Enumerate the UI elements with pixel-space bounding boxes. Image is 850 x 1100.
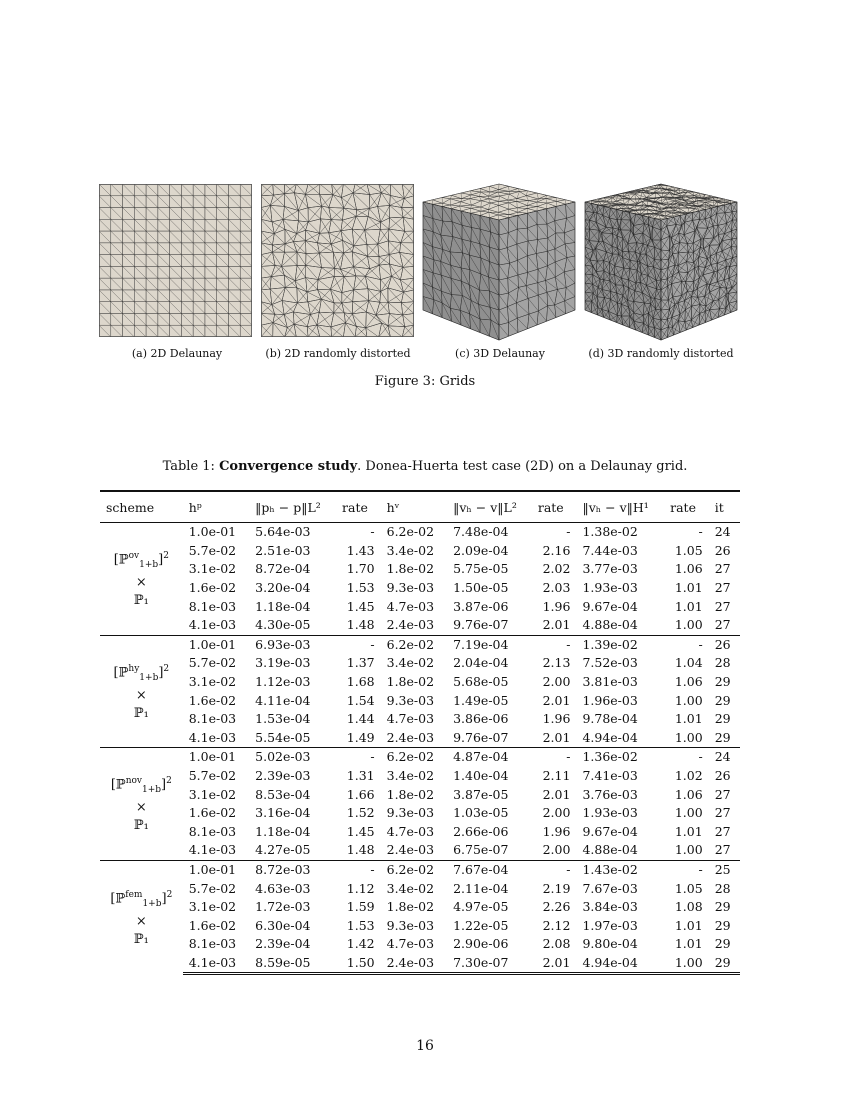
cell-hv: 3.4e-02 [386,768,435,784]
cell-iterations: 29 [714,917,731,933]
cell-hv: 2.4e-03 [381,954,447,974]
cell-iterations: 26 [709,635,740,654]
cell-v-error-l2: 5.68e-05 [453,674,509,690]
cell-hv: 3.4e-02 [386,655,435,671]
table-caption-bold: Convergence study [219,459,358,474]
cell-rate-p: 1.54 [346,692,375,708]
header-v-error-h1: ‖vₕ − v‖H¹ [576,491,664,523]
cell-v-error-h1: 7.41e-03 [582,768,638,784]
table-row [100,542,740,561]
cell-v-error-h1: 9.78e-04 [582,711,638,727]
table-row [100,804,740,823]
cell-rate-p: - [336,748,381,767]
cell-p-error-l2: 1.53e-04 [255,711,311,727]
cell-hv: 2.4e-03 [386,842,435,858]
cell-rate-v-h1: 1.00 [664,954,709,974]
cell-rate-p: - [336,523,381,542]
scheme-times: × [135,687,147,703]
header-scheme: scheme [100,491,183,523]
cell-rate-v-l2: 2.02 [542,561,571,577]
cell-p-error-l2: 3.16e-04 [255,805,311,821]
cell-hp: 1.6e-02 [188,805,237,821]
scheme-sub: 1+b [142,898,162,909]
cell-v-error-h1: 9.67e-04 [582,598,638,614]
header-iterations: it [709,491,740,523]
cell-rate-v-h1: 1.00 [674,729,703,745]
cell-rate-v-l2: 2.08 [542,936,571,952]
table-caption [0,459,850,474]
cell-iterations: 28 [714,880,731,896]
cell-rate-p: 1.50 [336,954,381,974]
cell-hv: 1.8e-02 [386,674,435,690]
cell-hp: 4.1e-03 [183,954,249,974]
cell-v-error-l2: 4.87e-04 [447,748,532,767]
scheme-times: × [135,913,147,929]
cell-v-error-h1: 7.52e-03 [582,655,638,671]
scheme-sup: fem [125,889,143,900]
cell-p-error-l2: 8.53e-04 [255,786,311,802]
scheme-sub: 1+b [139,672,159,683]
cell-rate-p: - [336,860,381,879]
cell-rate-v-l2: 2.03 [542,580,571,596]
cell-rate-v-h1: 1.02 [674,768,703,784]
table-row [100,748,740,767]
cell-iterations: 27 [714,842,731,858]
table-row [100,616,740,635]
cell-rate-p: 1.31 [346,768,375,784]
scheme-times: × [135,575,147,591]
cell-rate-p: 1.12 [346,880,375,896]
cell-rate-v-l2: 1.96 [542,598,571,614]
cell-v-error-h1: 9.80e-04 [582,936,638,952]
scheme-p1: ℙ₁ [133,593,149,609]
cell-v-error-l2: 2.11e-04 [453,880,509,896]
cell-hp: 8.1e-03 [188,711,237,727]
cell-v-error-l2: 7.19e-04 [447,635,532,654]
scheme-times: × [135,800,147,816]
table-row [100,879,740,898]
cell-v-error-h1: 3.76e-03 [582,786,638,802]
cell-hp: 3.1e-02 [188,786,237,802]
scheme-cell [100,523,183,636]
cell-rate-v-l2: 2.01 [542,729,571,745]
cell-rate-v-l2: - [532,523,577,542]
cell-iterations: 29 [709,954,740,974]
scheme-sup: nov [125,776,142,787]
cell-v-error-h1: 1.39e-02 [576,635,664,654]
subcaption-a: (a) 2D Delaunay [131,347,223,360]
cell-rate-v-l2: 1.96 [542,823,571,839]
cell-hv: 6.2e-02 [381,860,447,879]
table-row [100,935,740,954]
cell-hv: 1.8e-02 [386,899,435,915]
table-row [100,767,740,786]
cell-v-error-l2: 1.03e-05 [453,805,509,821]
cell-hp: 1.0e-01 [183,748,249,767]
cell-hv: 6.2e-02 [381,523,447,542]
cell-v-error-l2: 1.50e-05 [453,580,509,596]
cell-rate-v-h1: 1.01 [674,580,703,596]
cell-rate-v-h1: 1.01 [674,936,703,952]
cell-hp: 3.1e-02 [188,899,237,915]
cell-rate-p: 1.45 [346,598,375,614]
cell-v-error-l2: 1.40e-04 [453,768,509,784]
cell-hp: 1.0e-01 [183,860,249,879]
cell-p-error-l2: 6.30e-04 [255,917,311,933]
cell-v-error-h1: 1.96e-03 [582,692,638,708]
cell-rate-p: 1.49 [346,729,375,745]
cell-hp: 1.6e-02 [188,917,237,933]
cell-rate-v-l2: 2.00 [542,674,571,690]
cell-v-error-h1: 1.43e-02 [576,860,664,879]
scheme-sup: ov [128,551,140,562]
cell-rate-p: 1.59 [346,899,375,915]
cell-p-error-l2: 1.72e-03 [255,899,311,915]
table-row [100,523,740,542]
mesh-3d-delaunay [421,182,574,342]
cell-p-error-l2: 2.39e-04 [255,936,311,952]
table-row [100,916,740,935]
cell-rate-v-l2: 1.96 [542,711,571,727]
cell-rate-p: 1.44 [346,711,375,727]
cell-v-error-l2: 3.86e-06 [453,711,509,727]
scheme-label: [ℙ$^{nov}_{1+b}$]$^2$ × ℙ₁ [110,776,172,834]
cell-hp: 1.0e-01 [183,635,249,654]
cell-p-error-l2: 2.51e-03 [255,542,311,558]
cell-hv: 3.4e-02 [386,542,435,558]
scheme-cell [100,748,183,861]
table-row [100,635,740,654]
mesh-2d-distorted [261,184,414,337]
cell-hp: 5.7e-02 [188,768,237,784]
cell-v-error-l2: 7.48e-04 [447,523,532,542]
scheme-sup: hy [128,663,140,674]
cell-v-error-l2: 7.67e-04 [447,860,532,879]
cell-v-error-l2: 3.87e-06 [453,598,509,614]
cell-p-error-l2: 2.39e-03 [255,768,311,784]
cell-v-error-l2: 6.75e-07 [453,842,509,858]
cell-iterations: 29 [714,692,731,708]
table-row [100,785,740,804]
cell-rate-v-l2: 2.01 [542,692,571,708]
cell-rate-v-h1: 1.05 [674,542,703,558]
cell-rate-v-l2: 2.00 [542,842,571,858]
cell-hp: 4.1e-03 [188,617,237,633]
cell-v-error-l2: 9.76e-07 [453,617,509,633]
cell-rate-v-h1: 1.06 [674,786,703,802]
cell-v-error-h1: 1.93e-03 [582,580,638,596]
cell-rate-v-h1: 1.00 [674,617,703,633]
cell-iterations: 27 [714,617,731,633]
cell-hv: 9.3e-03 [386,692,435,708]
table-row [100,954,740,974]
cell-p-error-l2: 1.12e-03 [255,674,311,690]
scheme-cell [100,635,183,748]
page-number: 16 [416,1038,434,1054]
cell-hv: 2.4e-03 [386,729,435,745]
cell-iterations: 26 [714,768,731,784]
cell-rate-v-h1: 1.06 [674,674,703,690]
header-v-error-l2: ‖vₕ − v‖L² [447,491,532,523]
scheme-sub: 1+b [142,785,162,796]
scheme-label: [ℙ$^{ov}_{1+b}$]$^2$ × ℙ₁ [113,551,169,609]
cell-rate-p: 1.37 [346,655,375,671]
cell-v-error-l2: 2.66e-06 [453,823,509,839]
cell-v-error-h1: 7.44e-03 [582,542,638,558]
convergence-table [100,490,740,975]
cell-rate-v-l2: 2.19 [542,880,571,896]
figure-caption: Figure 3: Grids [374,374,476,389]
table-row [100,729,740,748]
cell-rate-p: 1.48 [346,617,375,633]
cell-hp: 5.7e-02 [188,880,237,896]
cell-rate-v-l2: 2.01 [542,786,571,802]
cell-rate-v-h1: 1.08 [674,899,703,915]
table-row [100,673,740,692]
cell-v-error-h1: 4.94e-04 [582,729,638,745]
cell-rate-p: 1.52 [346,805,375,821]
cell-v-error-h1: 1.97e-03 [582,917,638,933]
cell-rate-p: 1.48 [346,842,375,858]
scheme-label: [ℙ$^{fem}_{1+b}$]$^2$ × ℙ₁ [110,889,173,947]
cell-hv: 1.8e-02 [386,786,435,802]
cell-p-error-l2: 3.20e-04 [255,580,311,596]
cell-rate-v-h1: - [664,860,709,879]
table-row [100,579,740,598]
cell-v-error-h1: 1.93e-03 [582,805,638,821]
header-hp: hᵖ [183,491,249,523]
cell-rate-p: - [336,635,381,654]
cell-iterations: 28 [714,655,731,671]
cell-iterations: 27 [714,805,731,821]
cell-hp: 1.0e-01 [183,523,249,542]
cell-p-error-l2: 1.18e-04 [255,598,311,614]
subcaption-d: (d) 3D randomly distorted [588,347,734,360]
cell-hp: 8.1e-03 [188,823,237,839]
cell-v-error-l2: 2.90e-06 [453,936,509,952]
cell-rate-v-l2: - [532,748,577,767]
scheme-cell [100,860,183,974]
cell-p-error-l2: 4.11e-04 [255,692,311,708]
table-caption-prefix: Table 1: [162,459,220,474]
cell-v-error-l2: 2.09e-04 [453,542,509,558]
cell-rate-p: 1.66 [346,786,375,802]
cell-iterations: 29 [714,936,731,952]
cell-v-error-h1: 4.88e-04 [582,842,638,858]
cell-hv: 9.3e-03 [386,805,435,821]
scheme-base: ℙ [118,665,129,681]
cell-hp: 8.1e-03 [188,936,237,952]
cell-iterations: 27 [714,580,731,596]
subcaption-b: (b) 2D randomly distorted [265,347,411,360]
cell-rate-v-l2: 2.00 [542,805,571,821]
cell-rate-v-l2: - [532,635,577,654]
cell-v-error-h1: 4.88e-04 [582,617,638,633]
cell-hv: 9.3e-03 [386,917,435,933]
cell-rate-v-h1: - [664,635,709,654]
cell-p-error-l2: 6.93e-03 [249,635,336,654]
cell-p-error-l2: 1.18e-04 [255,823,311,839]
cell-rate-p: 1.70 [346,561,375,577]
cell-p-error-l2: 5.54e-05 [255,729,311,745]
cell-rate-v-h1: - [664,748,709,767]
cell-v-error-l2: 2.04e-04 [453,655,509,671]
cell-hp: 5.7e-02 [188,542,237,558]
cell-rate-p: 1.53 [346,917,375,933]
table-row [100,898,740,917]
cell-rate-v-l2: - [532,860,577,879]
cell-rate-v-h1: 1.05 [674,880,703,896]
cell-iterations: 24 [709,523,740,542]
header-hv: hᵛ [381,491,447,523]
cell-rate-v-l2: 2.16 [542,542,571,558]
cell-v-error-l2: 5.75e-05 [453,561,509,577]
cell-v-error-h1: 3.81e-03 [582,674,638,690]
table-row [100,597,740,616]
cell-rate-v-h1: 1.06 [674,561,703,577]
cell-iterations: 26 [714,542,731,558]
cell-p-error-l2: 4.63e-03 [255,880,311,896]
cell-v-error-l2: 1.49e-05 [453,692,509,708]
table-row [100,860,740,879]
cell-hv: 1.8e-02 [386,561,435,577]
cell-rate-v-h1: 1.01 [674,711,703,727]
cell-iterations: 24 [709,748,740,767]
cell-hp: 3.1e-02 [188,561,237,577]
cell-v-error-h1: 1.38e-02 [576,523,664,542]
cell-hv: 6.2e-02 [381,748,447,767]
cell-rate-p: 1.53 [346,580,375,596]
cell-hp: 1.6e-02 [188,692,237,708]
cell-hp: 1.6e-02 [188,580,237,596]
cell-rate-v-l2: 2.13 [542,655,571,671]
header-rate-v-h1: rate [664,491,709,523]
cell-hp: 3.1e-02 [188,674,237,690]
cell-rate-v-h1: 1.00 [674,692,703,708]
cell-rate-v-h1: 1.00 [674,842,703,858]
cell-rate-v-h1: 1.01 [674,823,703,839]
scheme-base: ℙ [115,777,126,793]
cell-v-error-h1: 4.94e-04 [576,954,664,974]
table-row [100,841,740,860]
cell-iterations: 27 [714,561,731,577]
cell-p-error-l2: 5.64e-03 [249,523,336,542]
cell-hp: 4.1e-03 [188,729,237,745]
scheme-base: ℙ [118,552,129,568]
scheme-sub: 1+b [139,560,159,571]
cell-hv: 4.7e-03 [386,711,435,727]
cell-rate-v-l2: 2.11 [542,768,571,784]
header-rate-v-l2: rate [532,491,577,523]
cell-p-error-l2: 8.72e-03 [249,860,336,879]
cell-rate-v-h1: 1.01 [674,598,703,614]
scheme-p1: ℙ₁ [133,931,149,947]
cell-rate-p: 1.45 [346,823,375,839]
cell-hv: 2.4e-03 [386,617,435,633]
cell-rate-p: 1.68 [346,674,375,690]
table-row [100,691,740,710]
cell-v-error-l2: 9.76e-07 [453,729,509,745]
table-caption-rest: . Donea-Huerta test case (2D) on a Delaunay grid. [357,459,688,474]
table-row [100,823,740,842]
cell-p-error-l2: 3.19e-03 [255,655,311,671]
cell-hv: 6.2e-02 [381,635,447,654]
cell-v-error-h1: 1.36e-02 [576,748,664,767]
cell-rate-v-l2: 2.01 [542,617,571,633]
cell-rate-p: 1.42 [346,936,375,952]
cell-hv: 9.3e-03 [386,580,435,596]
cell-p-error-l2: 4.27e-05 [255,842,311,858]
cell-hp: 5.7e-02 [188,655,237,671]
cell-v-error-l2: 7.30e-07 [447,954,532,974]
cell-v-error-h1: 3.84e-03 [582,899,638,915]
table-row [100,560,740,579]
cell-iterations: 29 [714,729,731,745]
figure-grids [99,184,744,344]
cell-iterations: 29 [714,899,731,915]
scheme-label: [ℙ$^{hy}_{1+b}$]$^2$ × ℙ₁ [113,663,170,721]
mesh-2d-delaunay [99,184,252,337]
scheme-p1: ℙ₁ [133,705,149,721]
cell-rate-v-h1: 1.01 [674,917,703,933]
cell-iterations: 29 [714,674,731,690]
cell-rate-p: 1.43 [346,542,375,558]
cell-v-error-l2: 4.97e-05 [453,899,509,915]
cell-v-error-l2: 1.22e-05 [453,917,509,933]
cell-v-error-h1: 3.77e-03 [582,561,638,577]
scheme-base: ℙ [115,891,126,907]
cell-rate-v-l2: 2.26 [542,899,571,915]
table-row [100,654,740,673]
cell-v-error-h1: 9.67e-04 [582,823,638,839]
cell-hp: 4.1e-03 [188,842,237,858]
cell-hp: 8.1e-03 [188,598,237,614]
cell-hv: 3.4e-02 [386,880,435,896]
mesh-3d-distorted [583,182,736,342]
cell-hv: 4.7e-03 [386,823,435,839]
cell-rate-v-l2: 2.12 [542,917,571,933]
cell-p-error-l2: 8.59e-05 [249,954,336,974]
cell-rate-v-h1: 1.04 [674,655,703,671]
cell-hv: 4.7e-03 [386,936,435,952]
cell-iterations: 29 [714,711,731,727]
cell-rate-v-l2: 2.01 [532,954,577,974]
subcaption-c: (c) 3D Delaunay [455,347,545,360]
cell-p-error-l2: 8.72e-04 [255,561,311,577]
cell-iterations: 27 [714,598,731,614]
cell-iterations: 27 [714,786,731,802]
cell-v-error-l2: 3.87e-05 [453,786,509,802]
cell-p-error-l2: 5.02e-03 [249,748,336,767]
header-rate-p: rate [336,491,381,523]
table-header-row [100,491,740,523]
cell-iterations: 27 [714,823,731,839]
cell-rate-v-h1: - [664,523,709,542]
cell-rate-v-h1: 1.00 [674,805,703,821]
cell-p-error-l2: 4.30e-05 [255,617,311,633]
cell-iterations: 25 [709,860,740,879]
table-row [100,710,740,729]
scheme-p1: ℙ₁ [133,818,149,834]
cell-hv: 4.7e-03 [386,598,435,614]
cell-v-error-h1: 7.67e-03 [582,880,638,896]
header-p-error-l2: ‖pₕ − p‖L² [249,491,336,523]
